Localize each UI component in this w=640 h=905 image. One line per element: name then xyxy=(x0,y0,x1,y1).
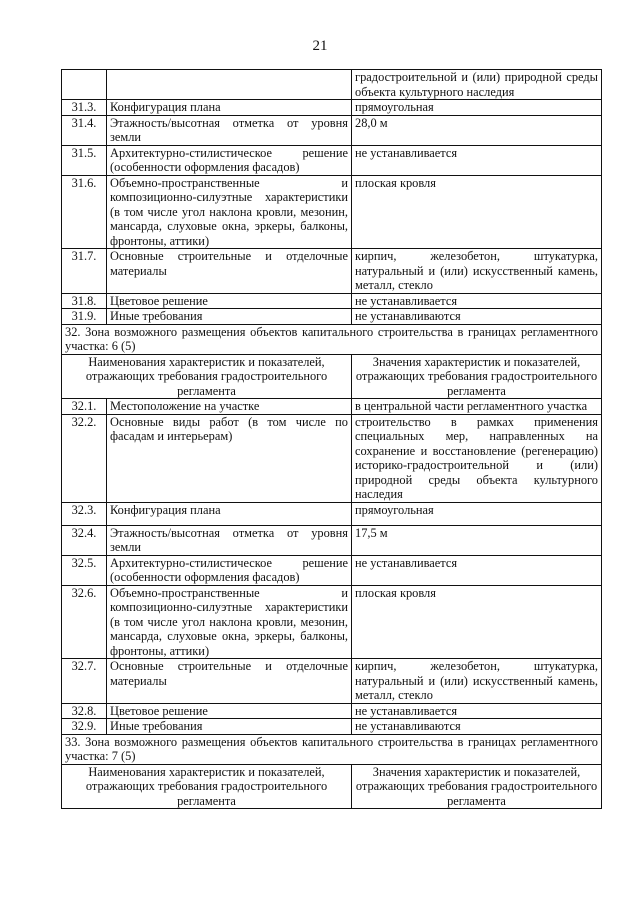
characteristic-name: Архитектурно-стилистическое решение (особенности оформления фасадов) xyxy=(107,555,352,585)
item-number: 32.5. xyxy=(62,555,107,585)
characteristic-name: Этажность/высотная отметка от уровня земли xyxy=(107,115,352,145)
characteristic-value: не устанавливается xyxy=(352,703,602,719)
item-number: 32.6. xyxy=(62,585,107,659)
item-number: 32.7. xyxy=(62,659,107,704)
column-header-names: Наименования характеристик и показателей, отражающих требования градостроительного регламента xyxy=(62,764,352,809)
table-row xyxy=(62,175,602,249)
item-number: 31.4. xyxy=(62,115,107,145)
item-number: 31.5. xyxy=(62,145,107,175)
column-header-names: Наименования характеристик и показателей, отражающих требования градостроительного регламента xyxy=(62,354,352,399)
characteristic-value: не устанавливаются xyxy=(352,309,602,325)
table-row xyxy=(62,502,602,525)
zone-title: 33. Зона возможного размещения объектов капитального строительства в границах регламентного участка: 7 (5) xyxy=(65,734,598,763)
characteristic-name: Конфигурация плана xyxy=(107,100,352,116)
characteristic-name: Цветовое решение xyxy=(107,293,352,309)
table-row xyxy=(62,115,602,145)
table-row xyxy=(62,555,602,585)
characteristic-value: плоская кровля xyxy=(352,585,602,659)
characteristic-value: не устанавливаются xyxy=(352,719,602,735)
page-number: 21 xyxy=(312,38,328,54)
item-number: 32.8. xyxy=(62,703,107,719)
regulation-table xyxy=(61,69,602,809)
characteristic-value: плоская кровля xyxy=(352,175,602,249)
characteristic-name: Этажность/высотная отметка от уровня земли xyxy=(107,525,352,555)
characteristic-name: Объемно-пространственные и композиционно-силуэтные характеристики (в том числе угол наклона кровли, мезонин, мансарда, слуховые окна, эркеры, балконы, фронтоны, аттики) xyxy=(107,175,352,249)
characteristic-name: Местоположение на участке xyxy=(107,399,352,415)
item-number: 32.9. xyxy=(62,719,107,735)
item-number: 31.8. xyxy=(62,293,107,309)
table-row xyxy=(62,293,602,309)
item-number: 32.3. xyxy=(62,502,107,525)
item-number: 31.9. xyxy=(62,309,107,325)
column-header-values: Значения характеристик и показателей, отражающих требования градостроительного регламента xyxy=(352,354,602,399)
characteristic-name: Иные требования xyxy=(107,309,352,325)
characteristic-value: строительство в рамках применения специальных мер, направленных на сохранение и восстановление (регенерацию) историко-градостроительной и (или) природной среды объекта культурного наследия xyxy=(352,414,602,502)
characteristic-value: прямоугольная xyxy=(352,502,602,525)
characteristic-name: Основные строительные и отделочные материалы xyxy=(107,659,352,704)
characteristic-name: Основные строительные и отделочные материалы xyxy=(107,249,352,294)
item-number: 32.4. xyxy=(62,525,107,555)
item-number xyxy=(62,70,107,100)
column-header-values: Значения характеристик и показателей, отражающих требования градостроительного регламента xyxy=(352,764,602,809)
characteristic-name: Иные требования xyxy=(107,719,352,735)
item-number: 31.7. xyxy=(62,249,107,294)
table-row xyxy=(62,249,602,294)
characteristic-value: кирпич, железобетон, штукатурка, натуральный и (или) искусственный камень, металл, стекло xyxy=(352,659,602,704)
characteristic-value: кирпич, железобетон, штукатурка, натуральный и (или) искусственный камень, металл, стекло xyxy=(352,249,602,294)
characteristic-value: не устанавливается xyxy=(352,555,602,585)
characteristic-value: градостроительной и (или) природной среды объекта культурного наследия xyxy=(352,70,602,100)
zone-title-row xyxy=(62,324,602,354)
item-number: 31.3. xyxy=(62,100,107,116)
table-row xyxy=(62,719,602,735)
item-number: 31.6. xyxy=(62,175,107,249)
characteristic-name: Основные виды работ (в том числе по фасадам и интерьерам) xyxy=(107,414,352,502)
column-header-row xyxy=(62,764,602,809)
table-row xyxy=(62,100,602,116)
characteristic-name xyxy=(107,70,352,100)
table-row xyxy=(62,585,602,659)
table-row xyxy=(62,70,602,100)
table-row xyxy=(62,659,602,704)
characteristic-name: Цветовое решение xyxy=(107,703,352,719)
item-number: 32.2. xyxy=(62,414,107,502)
characteristic-value: не устанавливается xyxy=(352,293,602,309)
table-row xyxy=(62,703,602,719)
zone-title-row xyxy=(62,734,602,764)
characteristic-value: в центральной части регламентного участка xyxy=(352,399,602,415)
characteristic-name: Объемно-пространственные и композиционно-силуэтные характеристики (в том числе угол наклона кровли, мезонин, мансарда, слуховые окна, эркеры, балконы, фронтоны, аттики) xyxy=(107,585,352,659)
characteristic-value: 17,5 м xyxy=(352,525,602,555)
table-row xyxy=(62,145,602,175)
characteristic-value: прямоугольная xyxy=(352,100,602,116)
characteristic-value: 28,0 м xyxy=(352,115,602,145)
table-row xyxy=(62,414,602,502)
characteristic-value: не устанавливается xyxy=(352,145,602,175)
item-number: 32.1. xyxy=(62,399,107,415)
table-row xyxy=(62,309,602,325)
zone-title: 32. Зона возможного размещения объектов капитального строительства в границах регламентного участка: 6 (5) xyxy=(65,324,598,353)
characteristic-name: Конфигурация плана xyxy=(107,502,352,525)
column-header-row xyxy=(62,354,602,399)
characteristic-name: Архитектурно-стилистическое решение (особенности оформления фасадов) xyxy=(107,145,352,175)
table-row xyxy=(62,525,602,555)
table-row xyxy=(62,399,602,415)
